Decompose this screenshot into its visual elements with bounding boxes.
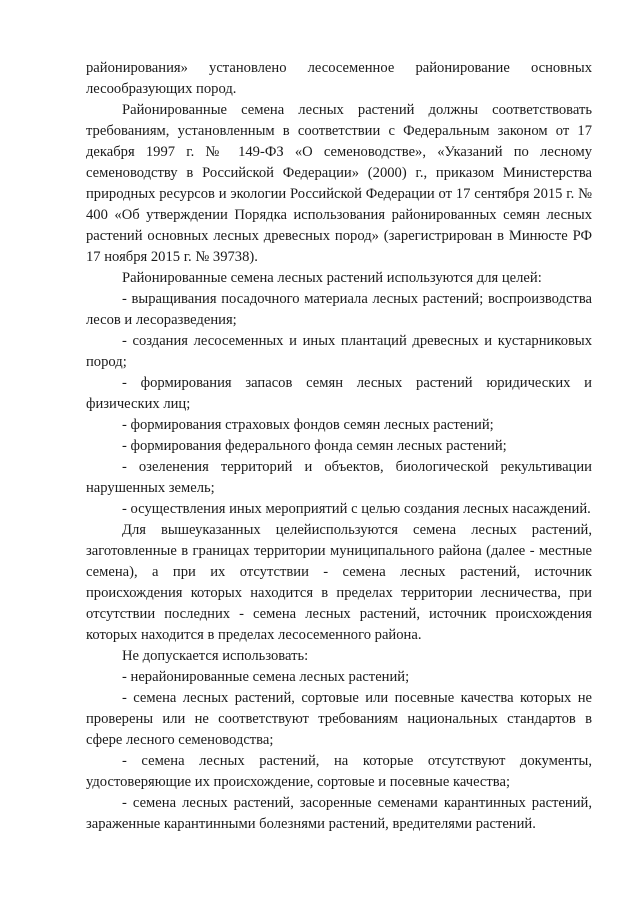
list-item: - формирования запасов семян лесных растений юридических и физических лиц; (86, 375, 592, 412)
list-item: - формирования страховых фондов семян лесных растений; (122, 417, 494, 433)
list-item: - создания лесосеменных и иных плантаций древесных и кустарниковых пород; (86, 333, 592, 370)
list-item: - нерайонированные семена лесных растений; (122, 669, 410, 685)
list-item: - семена лесных растений, сортовые или посевные качества которых не проверены или не соответствуют требованиям национальных стандартов в сфере лесного семеноводства; (86, 690, 592, 748)
list-item: - осуществления иных мероприятий с целью создания лесных насаждений. (122, 501, 591, 517)
list-item: - семена лесных растений, на которые отсутствуют документы, удостоверяющие их происхождение, сортовые и посевные качества; (86, 753, 592, 790)
paragraph-purposes-intro: Районированные семена лесных растений используются для целей: (122, 270, 542, 286)
list-item: - формирования федерального фонда семян лесных растений; (122, 438, 507, 454)
paragraph-prohibited-intro: Не допускается использовать: (122, 648, 309, 664)
paragraph-continuation: районирования» установлено лесосеменное районирование основных лесообразующих пород. (86, 60, 592, 97)
paragraph-requirements: Районированные семена лесных растений должны соответствовать требованиям, установленным в соответствии с Федеральным законом от 17 декабря 1997 г. № 149-ФЗ «О семеноводстве», «Указаний по лесному семеноводству в Российской Федерации» (2000) г., приказом Министерства природных ресурсов и экологии Российской Федерации от 17 сентября 2015 г. № 400 «Об утверждении Порядка использования районированных семян лесных растений основных лесных древесных пород» (зарегистрирован в Минюсте РФ 17 ноября 2015 г. № 39738). (86, 102, 592, 265)
list-item: - выращивания посадочного материала лесных растений; воспроизводства лесов и лесоразведения; (86, 291, 592, 328)
list-item: - озеленения территорий и объектов, биологической рекультивации нарушенных земель; (86, 459, 592, 496)
document-page (86, 58, 592, 835)
paragraph-seed-sources: Для вышеуказанных целейиспользуются семена лесных растений, заготовленные в границах территории муниципального района (далее - местные семена), а при их отсутствии - семена лесных растений, источник происхождения которых находится в пределах территории лесничества, при отсутствии последних - семена лесных растений, источник происхождения которых находится в пределах лесосеменного района. (86, 522, 592, 643)
list-item: - семена лесных растений, засоренные семенами карантинных растений, зараженные карантинными болезнями растений, вредителями растений. (86, 795, 592, 832)
